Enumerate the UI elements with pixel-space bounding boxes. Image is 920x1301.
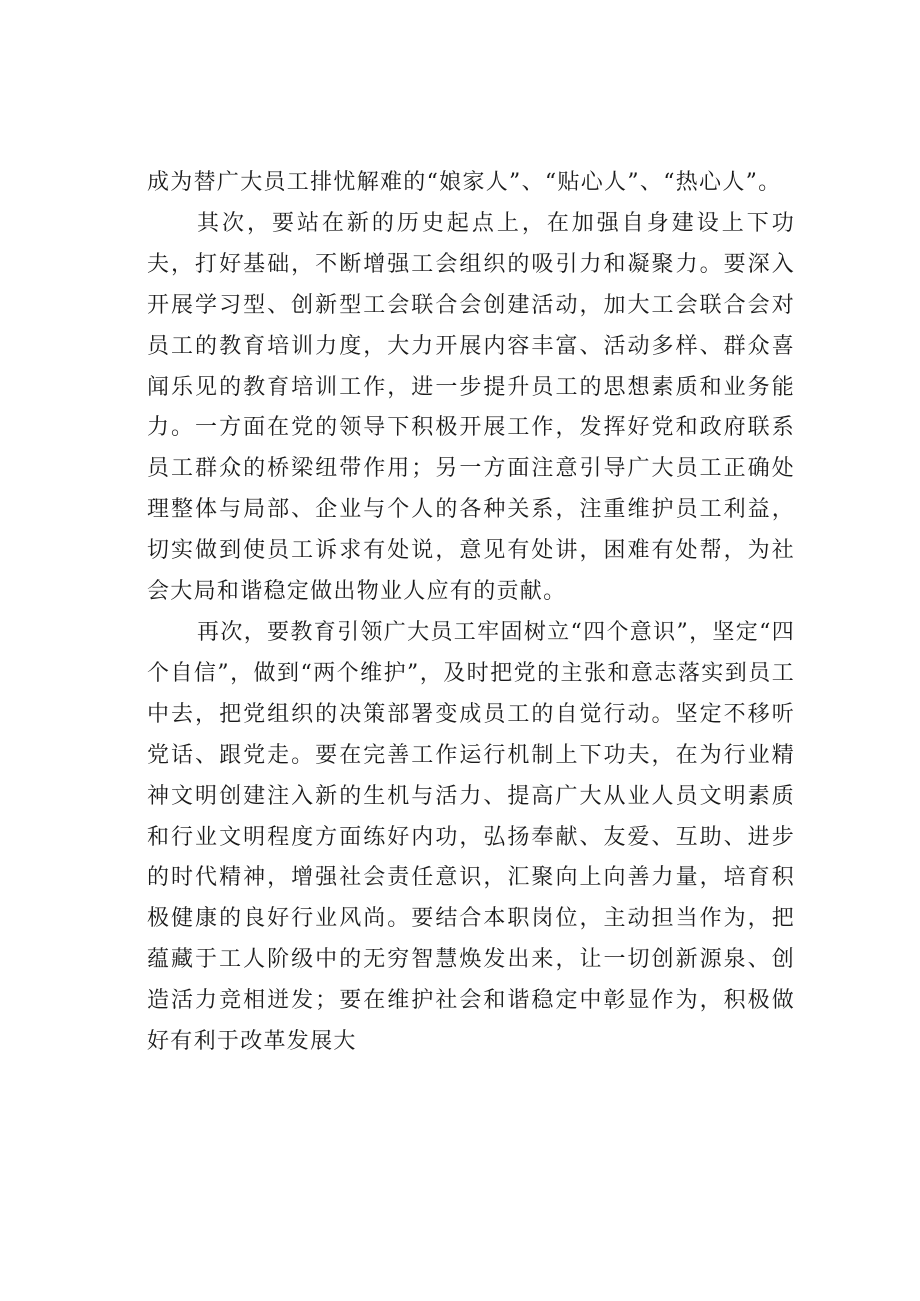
paragraph-secondly: 其次，要站在新的历史起点上，在加强自身建设上下功夫，打好基础，不断增强工会组织的吸引力和凝聚力。要深入开展学习型、创新型工会联合会创建活动，加大工会联合会对员工的教育培训力度，大力开展内容丰富、活动多样、群众喜闻乐见的教育培训工作，进一步提升员工的思想素质和业务能力。一方面在党的领导下积极开展工作，发挥好党和政府联系员工群众的桥梁纽带作用；另一方面注意引导广大员工正确处理整体与局部、企业与个人的各种关系，注重维护员工利益，切实做到使员工诉求有处说，意见有处讲，困难有处帮，为社会大局和谐稳定做出物业人应有的贡献。	[147, 210, 795, 605]
paragraph-continuation: 成为替广大员工排忧解难的“娘家人”、“贴心人”、“热心人”。	[147, 170, 782, 195]
body-text	[147, 163, 795, 1063]
paragraph-thirdly: 再次，要教育引领广大员工牢固树立“四个意识”，坚定“四个自信”，做到“两个维护”，及时把党的主张和意志落实到员工中去，把党组织的决策部署变成员工的自觉行动。坚定不移听党话、跟党走。要在完善工作运行机制上下功夫，在为行业精神文明创建注入新的生机与活力、提高广大从业人员文明素质和行业文明程度方面练好内功，弘扬奉献、友爱、互助、进步的时代精神，增强社会责任意识，汇聚向上向善力量，培育积极健康的良好行业风尚。要结合本职岗位，主动担当作为，把蕴藏于工人阶级中的无穷智慧焕发出来，让一切创新源泉、创造活力竞相迸发；要在维护社会和谐稳定中彰显作为，积极做好有利于改革发展大	[147, 619, 795, 1055]
